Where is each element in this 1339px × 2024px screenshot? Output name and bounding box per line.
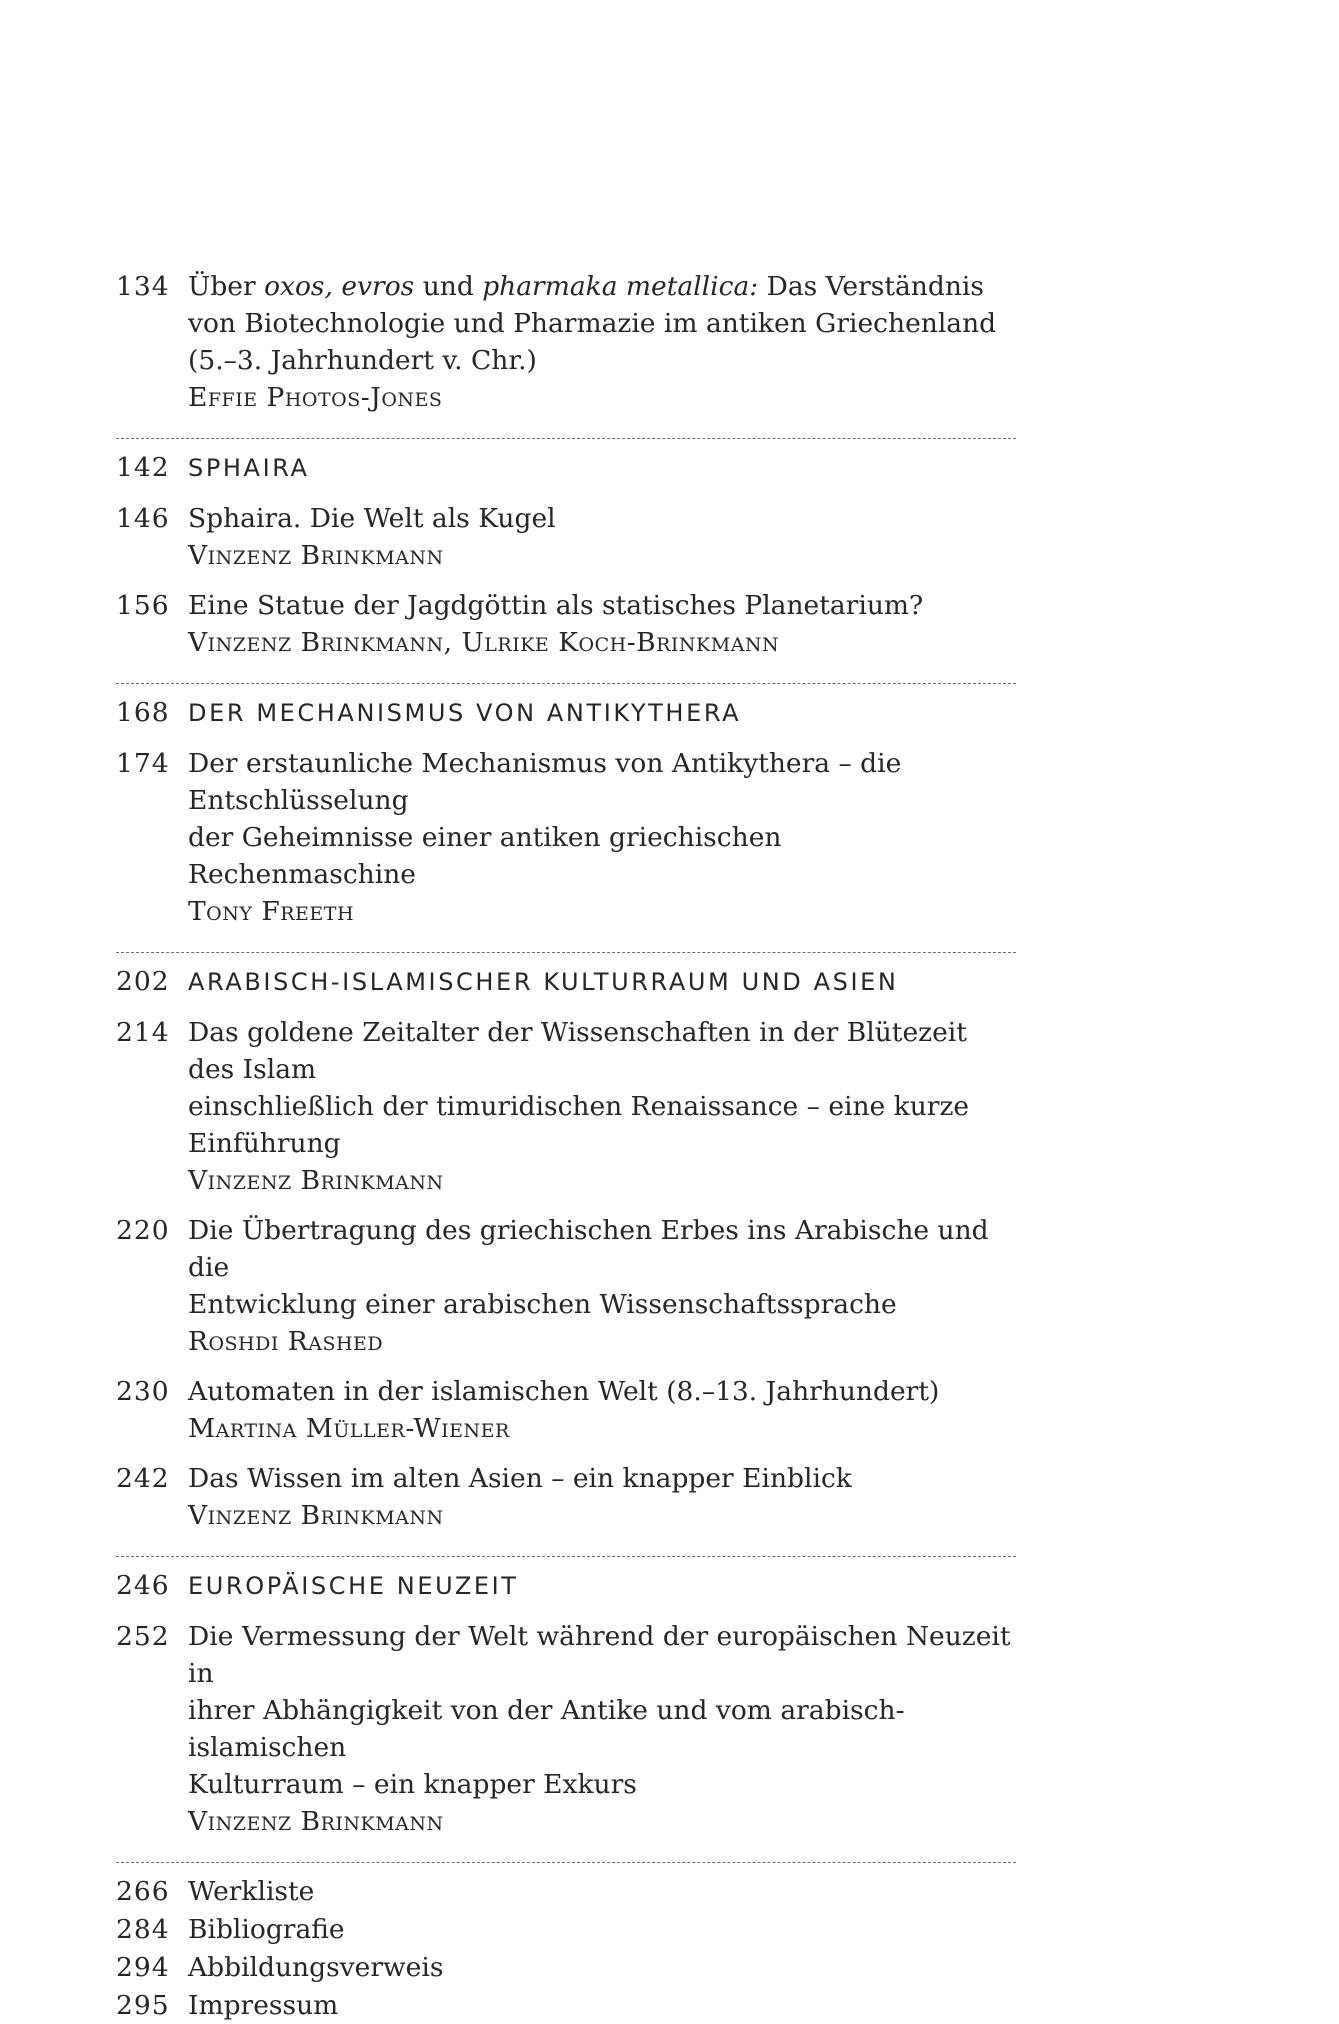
entry-author: Vinzenz Brinkmann, Ulrike Koch-Brinkmann — [188, 627, 780, 658]
entry-author: Martina Müller-Wiener — [188, 1413, 510, 1444]
section-page-number: 202 — [116, 966, 170, 997]
page-number: 295 — [116, 1990, 170, 2021]
entry-author: Tony Freeth — [188, 896, 355, 927]
entry-author: Vinzenz Brinkmann — [188, 1806, 444, 1837]
italic-term: pharmaka metallica: — [482, 271, 759, 302]
section-separator — [116, 1556, 1016, 1557]
toc-entry — [116, 1212, 1016, 1360]
section-heading — [116, 449, 1016, 487]
section-heading — [116, 963, 1016, 1001]
entry-author: Effie Photos-Jones — [188, 382, 443, 413]
entry-line: Automaten in der islamischen Welt (8.–13. Jahrhundert) — [188, 1376, 940, 1407]
entry-text — [188, 1373, 1016, 1447]
entry-text — [188, 1460, 1016, 1534]
entry-line: Entwicklung einer arabischen Wissenschaftssprache — [188, 1289, 897, 1320]
section-separator — [116, 1862, 1016, 1863]
entry-line: (5.–3. Jahrhundert v. Chr.) — [188, 345, 537, 376]
page-number: 230 — [116, 1376, 170, 1407]
entry-line: Kulturraum – ein knapper Exkurs — [188, 1769, 637, 1800]
page-number: 242 — [116, 1463, 170, 1494]
appendix-title: Werkliste — [188, 1876, 315, 1907]
entry-line: Das Wissen im alten Asien – ein knapper Einblick — [188, 1463, 852, 1494]
section-page-number: 246 — [116, 1570, 170, 1601]
entry-text — [188, 587, 1016, 661]
entry-line: Die Übertragung des griechischen Erbes ins Arabische und die — [188, 1215, 989, 1283]
section-separator — [116, 952, 1016, 953]
entry-line: ihrer Abhängigkeit von der Antike und vom arabisch-islamischen — [188, 1695, 905, 1763]
entry-text — [188, 1014, 1016, 1199]
page-number: 294 — [116, 1952, 170, 1983]
section-page-number: 168 — [116, 697, 170, 728]
appendix-title: Abbildungsverweis — [188, 1952, 444, 1983]
page-number: 174 — [116, 748, 170, 779]
section-page-number: 142 — [116, 452, 170, 483]
toc-entry — [116, 587, 1016, 661]
section-title: ARABISCH-ISLAMISCHER KULTURRAUM UND ASIEN — [188, 968, 899, 996]
toc-entry — [116, 1460, 1016, 1534]
entry-line: der Geheimnisse einer antiken griechischen Rechenmaschine — [188, 822, 782, 890]
appendix-entry — [116, 1873, 1016, 1910]
entry-text — [188, 268, 1016, 416]
entry-text — [188, 500, 1016, 574]
page-number: 220 — [116, 1215, 170, 1246]
toc-entry — [116, 500, 1016, 574]
toc-entry — [116, 745, 1016, 930]
appendix-entry — [116, 1987, 1016, 2024]
appendix-entry — [116, 1911, 1016, 1948]
entry-line: von Biotechnologie und Pharmazie im antiken Griechenland — [188, 308, 997, 339]
entry-author: Vinzenz Brinkmann — [188, 540, 444, 571]
section-heading — [116, 694, 1016, 732]
page-number: 214 — [116, 1017, 170, 1048]
entry-line: Sphaira. Die Welt als Kugel — [188, 503, 556, 534]
entry-author: Vinzenz Brinkmann — [188, 1500, 444, 1531]
entry-line: Das goldene Zeitalter der Wissenschaften in der Blütezeit des Islam — [188, 1017, 967, 1085]
table-of-contents — [116, 268, 1016, 2024]
entry-text — [188, 1618, 1016, 1840]
section-separator — [116, 683, 1016, 684]
entry-line: Die Vermessung der Welt während der europäischen Neuzeit in — [188, 1621, 1011, 1689]
entry-line: Eine Statue der Jagdgöttin als statisches Planetarium? — [188, 590, 924, 621]
toc-entry — [116, 268, 1016, 416]
page-number: 266 — [116, 1876, 170, 1907]
entry-line: Der erstaunliche Mechanismus von Antikythera – die Entschlüsselung — [188, 748, 902, 816]
appendix-entry — [116, 1949, 1016, 1986]
section-title: EUROPÄISCHE NEUZEIT — [188, 1572, 519, 1600]
page-number: 156 — [116, 590, 170, 621]
italic-term: oxos, evros — [264, 271, 415, 302]
sections — [116, 438, 1016, 2024]
page-number: 146 — [116, 503, 170, 534]
appendix-title: Bibliografie — [188, 1914, 345, 1945]
page-number: 134 — [116, 271, 170, 302]
entry-author: Roshdi Rashed — [188, 1326, 384, 1357]
entry-author: Vinzenz Brinkmann — [188, 1165, 444, 1196]
toc-entry — [116, 1618, 1016, 1840]
entry-text — [188, 745, 1016, 930]
section-heading — [116, 1567, 1016, 1605]
toc-entry — [116, 1014, 1016, 1199]
section-title: DER MECHANISMUS VON ANTIKYTHERA — [188, 699, 742, 727]
section-separator — [116, 438, 1016, 439]
toc-entry — [116, 1373, 1016, 1447]
page-number: 252 — [116, 1621, 170, 1652]
entry-text — [188, 1212, 1016, 1360]
entry-line: Über oxos, evros und pharmaka metallica: Das Verständnis — [188, 271, 984, 302]
appendix-title: Impressum — [188, 1990, 339, 2021]
entry-line: einschließlich der timuridischen Renaissance – eine kurze Einführung — [188, 1091, 970, 1159]
page-number: 284 — [116, 1914, 170, 1945]
section-title: SPHAIRA — [188, 454, 310, 482]
